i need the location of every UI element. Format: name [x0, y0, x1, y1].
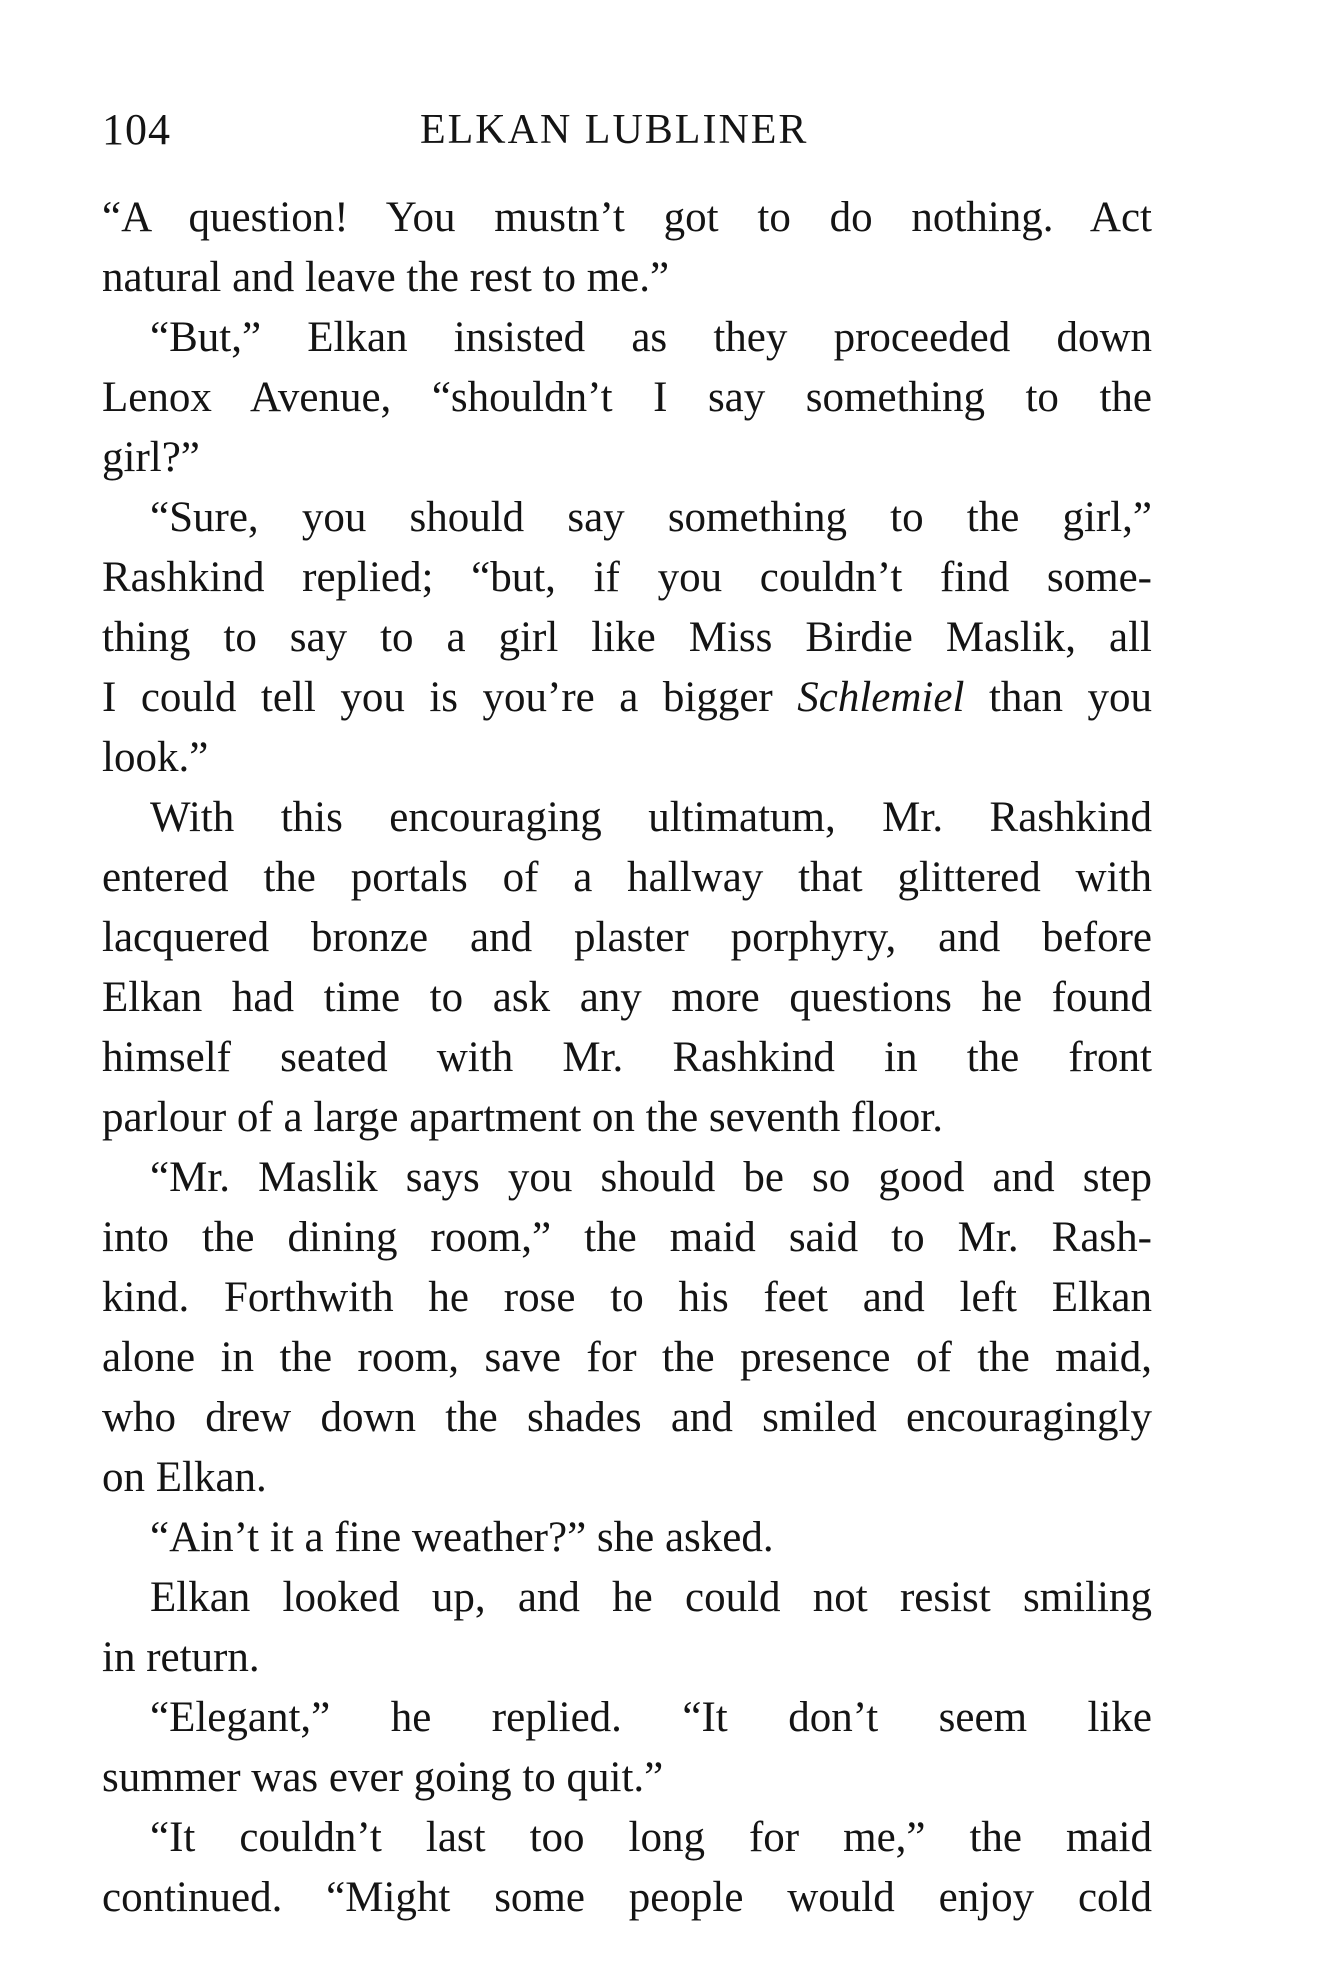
text-line: natural and leave the rest to me.” — [102, 254, 670, 301]
text-line: “But,” Elkan insisted as they proceeded down — [150, 314, 1152, 361]
text-line: “Elegant,” he replied. “It don’t seem like — [150, 1694, 1152, 1741]
text-line: alone in the room, save for the presence of the maid, — [102, 1334, 1152, 1381]
text-line: “Mr. Maslik says you should be so good and step — [150, 1154, 1152, 1201]
text-line: Elkan looked up, and he could not resist smiling — [150, 1574, 1152, 1621]
text-line: Rashkind replied; “but, if you couldn’t find some- — [102, 554, 1152, 601]
text-line: “A question! You mustn’t got to do nothing. Act — [102, 194, 1152, 241]
running-title: ELKAN LUBLINER — [420, 107, 809, 153]
text-line: himself seated with Mr. Rashkind in the front — [102, 1034, 1152, 1081]
text-line: parlour of a large apartment on the seventh floor. — [102, 1094, 943, 1141]
text-line: on Elkan. — [102, 1454, 267, 1501]
text-line: kind. Forthwith he rose to his feet and left Elkan — [102, 1274, 1152, 1321]
text-line: lacquered bronze and plaster porphyry, and before — [102, 914, 1152, 961]
text-line: “Ain’t it a fine weather?” she asked. — [150, 1514, 774, 1561]
text-line: summer was ever going to quit.” — [102, 1754, 664, 1801]
text-line: With this encouraging ultimatum, Mr. Rashkind — [150, 794, 1152, 841]
text-line: “Sure, you should say something to the girl,” — [150, 494, 1152, 541]
italic-word: Schlemiel — [797, 674, 965, 721]
text-line: thing to say to a girl like Miss Birdie Maslik, all — [102, 614, 1152, 661]
body-text — [102, 188, 1152, 1928]
text-line: who drew down the shades and smiled encouragingly — [102, 1394, 1152, 1441]
text-line: girl?” — [102, 434, 200, 481]
text-line: continued. “Might some people would enjoy cold — [102, 1874, 1152, 1921]
text-line: “It couldn’t last too long for me,” the maid — [150, 1814, 1152, 1861]
text-line: look.” — [102, 734, 209, 781]
text-line: into the dining room,” the maid said to Mr. Rash- — [102, 1214, 1152, 1261]
text-line: I could tell you is you’re a bigger Schlemiel than you — [102, 674, 1152, 721]
text-line: entered the portals of a hallway that glittered with — [102, 854, 1152, 901]
running-head — [102, 100, 1152, 160]
text-line: Elkan had time to ask any more questions he found — [102, 974, 1152, 1021]
page-number: 104 — [102, 105, 171, 154]
text-line: in return. — [102, 1634, 260, 1681]
text-line: Lenox Avenue, “shouldn’t I say something to the — [102, 374, 1152, 421]
